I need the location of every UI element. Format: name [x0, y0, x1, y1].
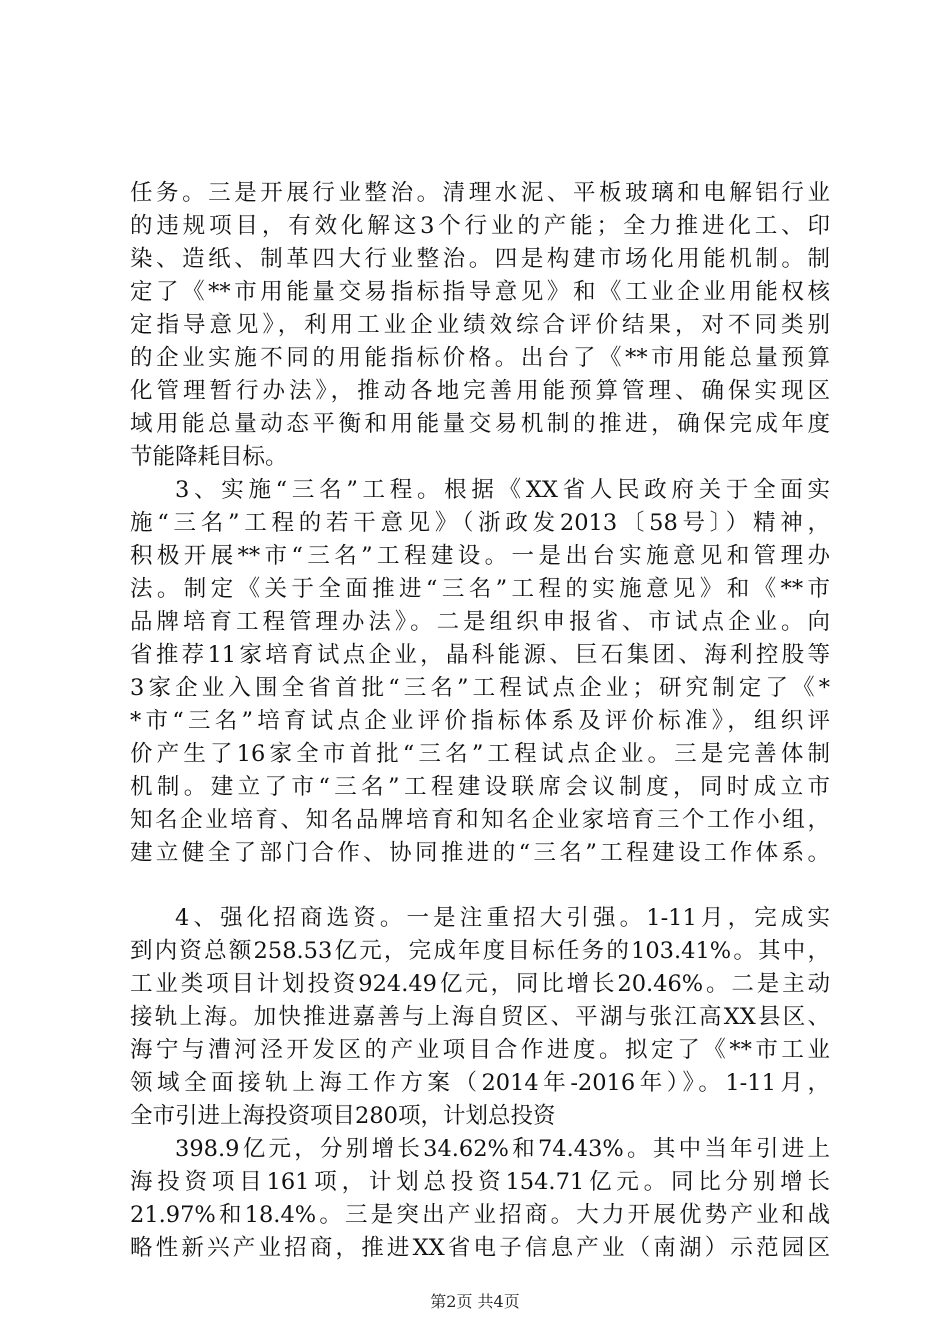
text-line: 领域全面接轨上海工作方案（2014年-2016年）》。1-11月，	[130, 1070, 830, 1096]
text-line: 任务。三是开展行业整治。清理水泥、平板玻璃和电解铝行业	[130, 180, 830, 206]
text-line: 施“三名”工程的若干意见》（浙政发2013〔58号〕）精神，	[130, 510, 830, 536]
text-line: 染、造纸、制革四大行业整治。四是构建市场化用能机制。制	[130, 246, 830, 272]
text-line: *市“三名”培育试点企业评价指标体系及评价标准》，组织评	[130, 708, 830, 734]
text-line: 的违规项目，有效化解这3个行业的产能；全力推进化工、印	[130, 213, 830, 239]
text-line: 3家企业入围全省首批“三名”工程试点企业；研究制定了《*	[130, 675, 830, 701]
section-heading-line: 3、实施“三名”工程。根据《XX省人民政府关于全面实	[175, 477, 830, 503]
text-line: 定了《**市用能量交易指标指导意见》和《工业企业用能权核	[130, 279, 830, 305]
text-line: 接轨上海。加快推进嘉善与上海自贸区、平湖与张江高XX县区、	[130, 1004, 830, 1030]
text-line: 化管理暂行办法》，推动各地完善用能预算管理、确保实现区	[130, 378, 830, 404]
text-line: 的企业实施不同的用能指标价格。出台了《**市用能总量预算	[130, 345, 830, 371]
text-line: 积极开展**市“三名”工程建设。一是出台实施意见和管理办	[130, 543, 830, 569]
text-line: 定指导意见》，利用工业企业绩效综合评价结果，对不同类别	[130, 312, 830, 338]
text-line: 品牌培育工程管理办法》。二是组织申报省、市试点企业。向	[130, 609, 830, 635]
text-line: 21.97%和18.4%。三是突出产业招商。大力开展优势产业和战	[130, 1202, 830, 1228]
text-line: 略性新兴产业招商，推进XX省电子信息产业（南湖）示范园区	[130, 1235, 830, 1261]
text-line: 海投资项目161项，计划总投资154.71亿元。同比分别增长	[130, 1169, 830, 1195]
text-line: 知名企业培育、知名品牌培育和知名企业家培育三个工作小组，	[130, 807, 830, 833]
section-heading-line: 4、强化招商选资。一是注重招大引强。1-11月，完成实	[175, 905, 830, 931]
text-line: 法。制定《关于全面推进“三名”工程的实施意见》和《**市	[130, 576, 830, 602]
text-line: 节能降耗目标。	[130, 444, 288, 470]
text-line: 398.9亿元，分别增长34.62%和74.43%。其中当年引进上	[175, 1136, 830, 1162]
text-line: 海宁与漕河泾开发区的产业项目合作进度。拟定了《**市工业	[130, 1037, 830, 1063]
text-line: 域用能总量动态平衡和用能量交易机制的推进，确保完成年度	[130, 411, 830, 437]
page-number-footer: 第2页 共4页	[430, 1292, 520, 1311]
text-line: 建立健全了部门合作、协同推进的“三名”工程建设工作体系。	[130, 840, 830, 866]
text-line: 价产生了16家全市首批“三名”工程试点企业。三是完善体制	[130, 741, 830, 767]
text-line: 省推荐11家培育试点企业，晶科能源、巨石集团、海利控股等	[130, 642, 830, 668]
text-line: 工业类项目计划投资924.49亿元，同比增长20.46%。二是主动	[130, 971, 830, 997]
text-line: 全市引进上海投资项目280项，计划总投资	[130, 1103, 556, 1129]
text-line: 机制。建立了市“三名”工程建设联席会议制度，同时成立市	[130, 774, 830, 800]
text-line: 到内资总额258.53亿元，完成年度目标任务的103.41%。其中，	[130, 938, 830, 964]
